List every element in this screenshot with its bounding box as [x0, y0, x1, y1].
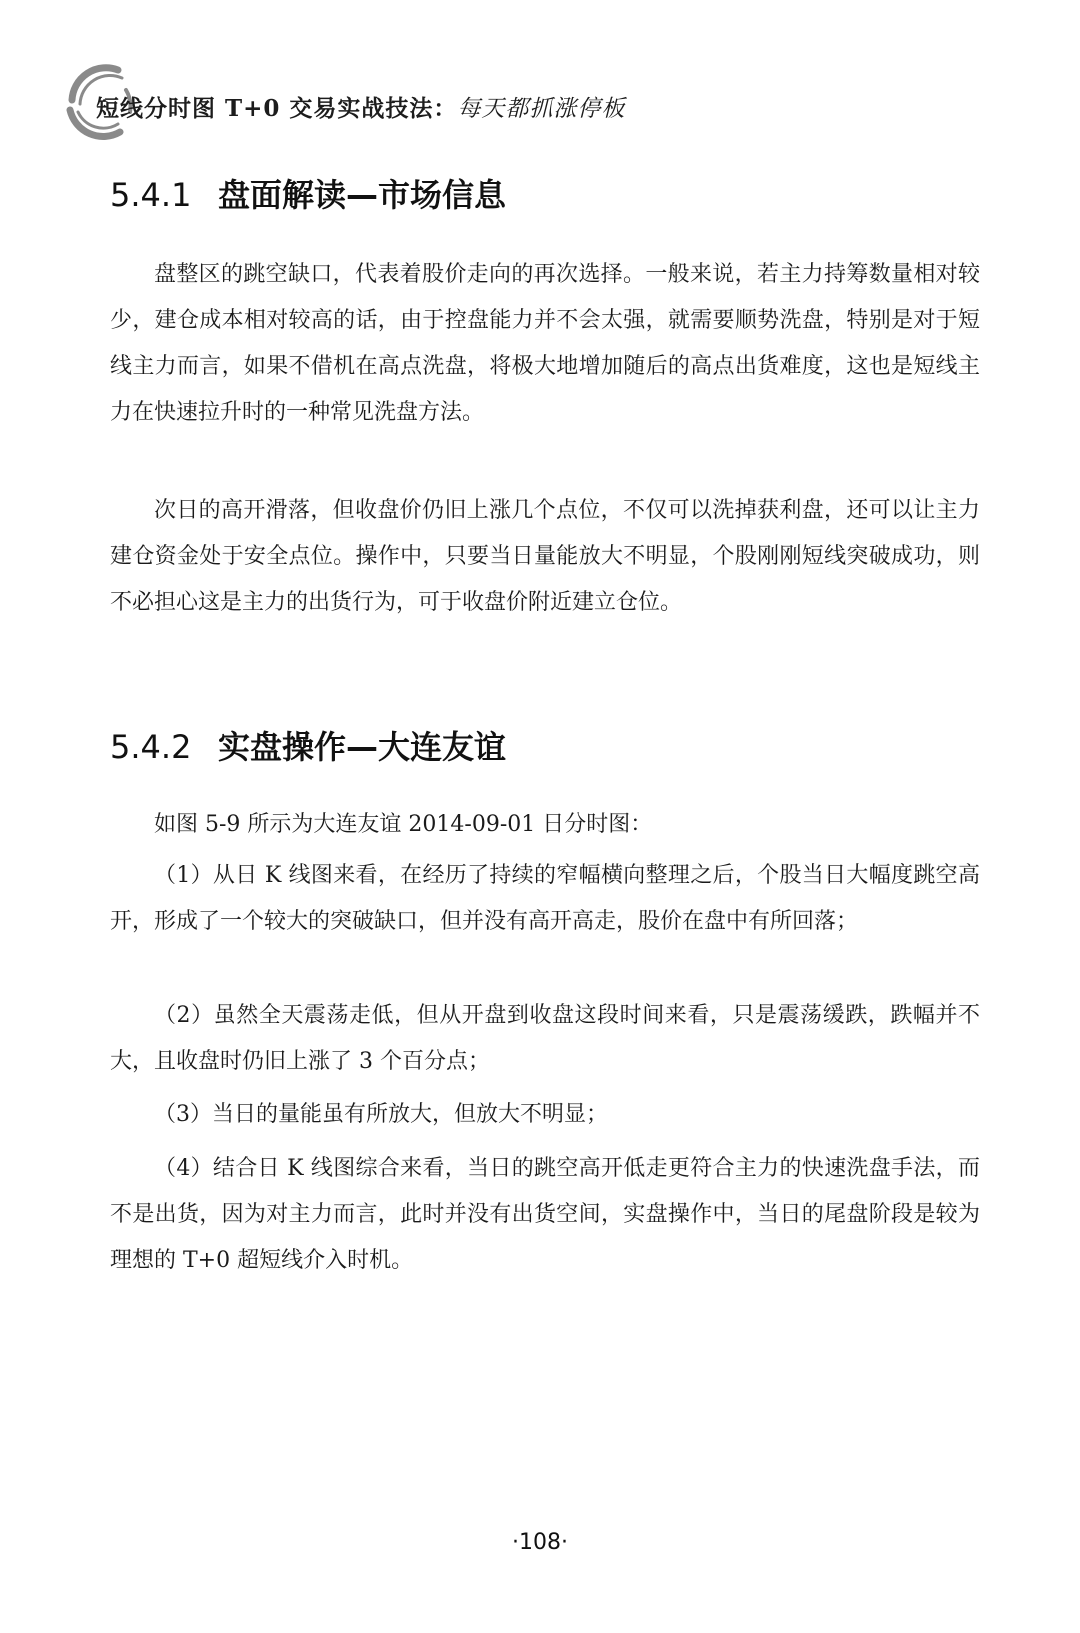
list-item: （4）结合日 K 线图综合来看，当日的跳空高开低走更符合主力的快速洗盘手法，而不是出货，因为对主力而言，此时并没有出货空间，实盘操作中，当日的尾盘阶段是较为理想的 T+0 超短线介入时机。	[110, 1156, 980, 1273]
section-heading-5-4-2	[110, 722, 506, 768]
section-number: 5.4.2	[110, 728, 192, 766]
book-title: 短线分时图 T+0 交易实战技法：	[96, 95, 458, 122]
book-subtitle: 每天都抓涨停板	[457, 96, 626, 122]
running-header-title	[96, 90, 625, 123]
running-header	[60, 60, 760, 150]
page-number: ·108·	[512, 1530, 568, 1555]
list-item: （3）当日的量能虽有所放大，但放大不明显；	[154, 1102, 608, 1127]
list-item: （2）虽然全天震荡走低，但从开盘到收盘这段时间来看，只是震荡缓跌，跌幅并不大，且收盘时仍旧上涨了 3 个百分点；	[110, 1003, 980, 1074]
section-title: 实盘操作—大连友谊	[218, 728, 507, 766]
paragraph: 如图 5-9 所示为大连友谊 2014-09-01 日分时图：	[154, 812, 653, 837]
section-number: 5.4.1	[110, 176, 192, 214]
paragraph: 次日的高开滑落，但收盘价仍旧上涨几个点位，不仅可以洗掉获利盘，还可以让主力建仓资金处于安全点位。操作中，只要当日量能放大不明显，个股刚刚短线突破成功，则不必担心这是主力的出货行为，可于收盘价附近建立仓位。	[110, 498, 980, 615]
section-title: 盘面解读—市场信息	[218, 176, 507, 214]
section-heading-5-4-1	[110, 170, 506, 216]
list-item: （1）从日 K 线图来看，在经历了持续的窄幅横向整理之后，个股当日大幅度跳空高开，形成了一个较大的突破缺口，但并没有高开高走，股价在盘中有所回落；	[110, 863, 980, 934]
paragraph: 盘整区的跳空缺口，代表着股价走向的再次选择。一般来说，若主力持筹数量相对较少，建仓成本相对较高的话，由于控盘能力并不会太强，就需要顺势洗盘，特别是对于短线主力而言，如果不借机在高点洗盘，将极大地增加随后的高点出货难度，这也是短线主力在快速拉升时的一种常见洗盘方法。	[110, 262, 980, 425]
